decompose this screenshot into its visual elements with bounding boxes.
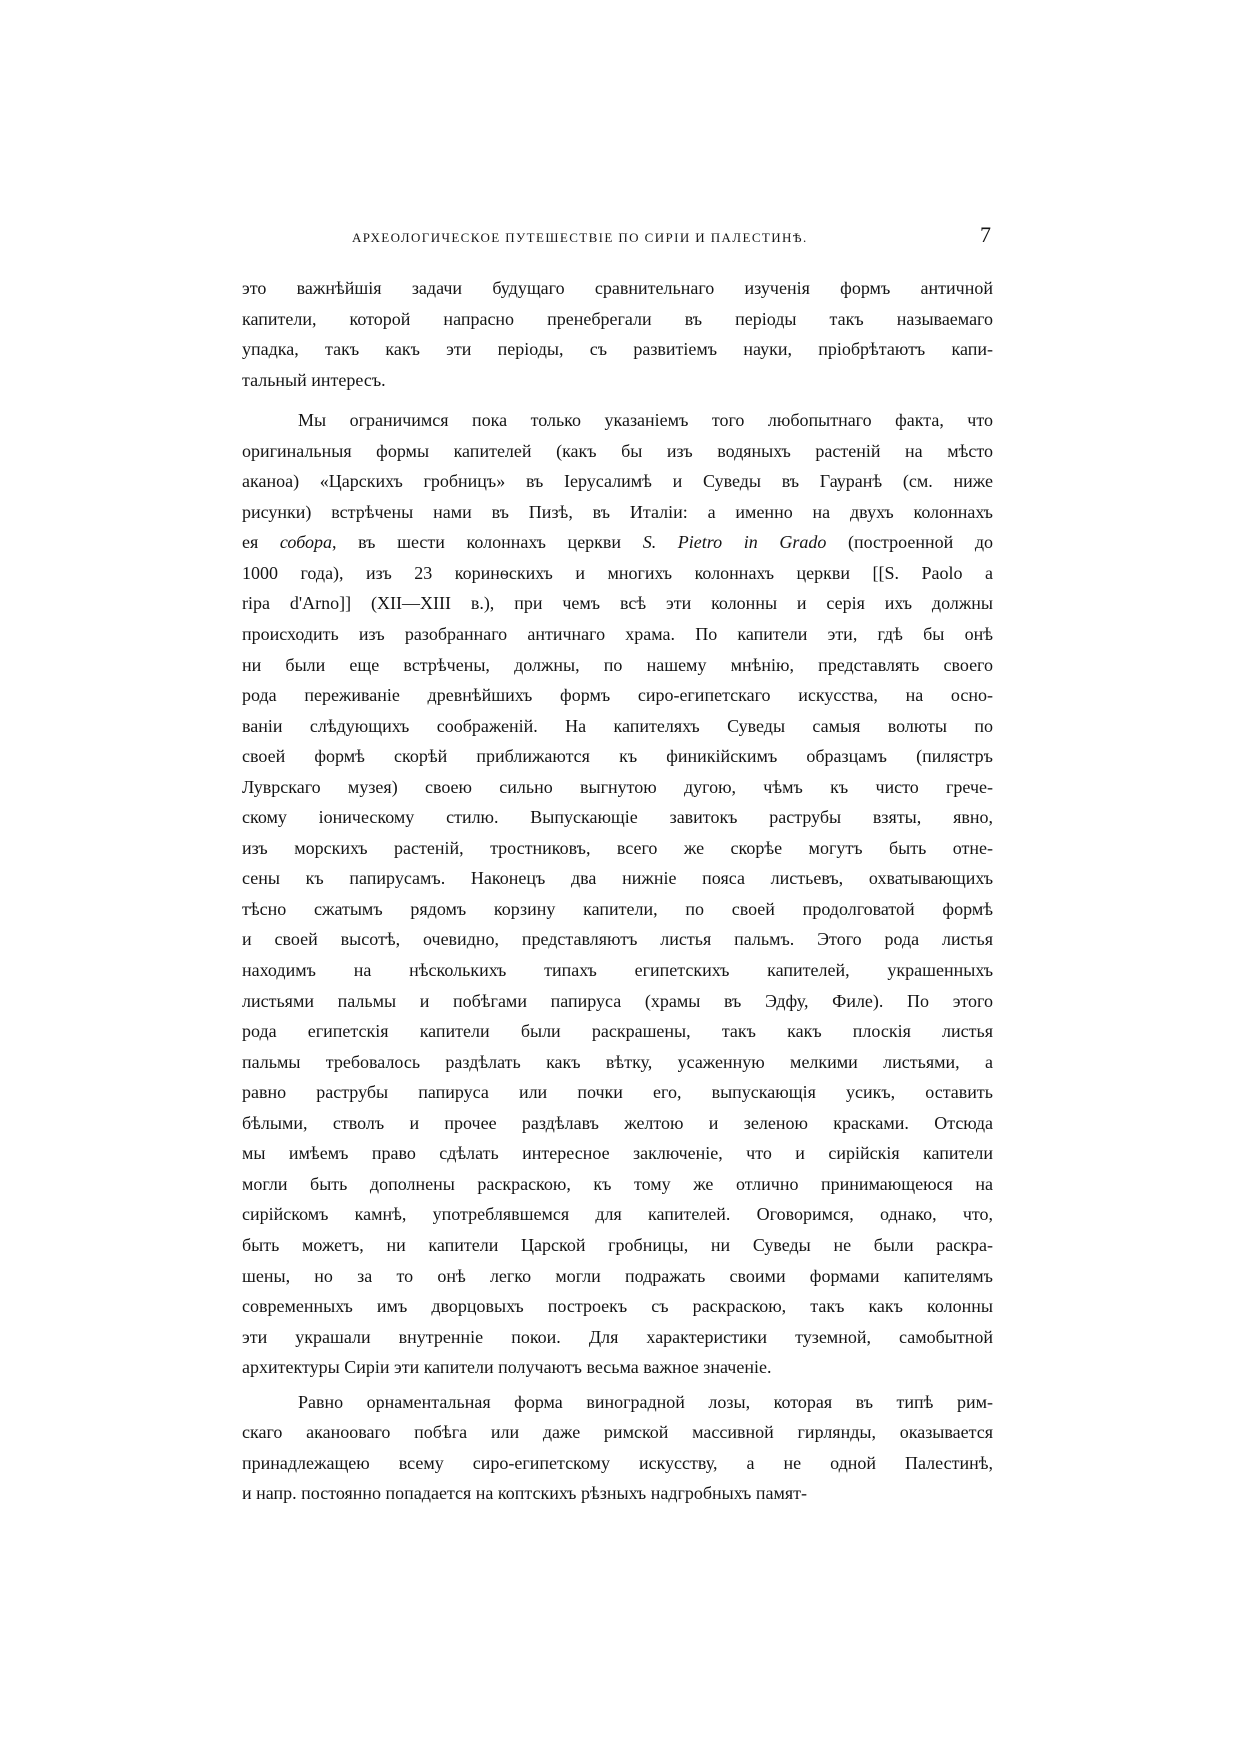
text-line: ни были еще встрѣчены, должны, по нашему мнѣнію, представлять своего	[242, 654, 993, 675]
text-line: бѣлыми, стволъ и прочее раздѣлавъ желтою и зеленою красками. Отсюда	[242, 1112, 993, 1133]
text-line: 1000 года), изъ 23 коринѳскихъ и многихъ колоннахъ церкви [[S. Paolo a	[242, 562, 993, 583]
text-line: скаго аканоoваго побѣга или даже римской массивной гирлянды, оказывается	[242, 1422, 993, 1443]
text-line: листьями пальмы и побѣгами папируса (храмы въ Эдфу, Филе). По этого	[242, 990, 993, 1011]
text-line: изъ морскихъ растеній, тростниковъ, всего же скорѣе могутъ быть отне-	[242, 837, 993, 858]
text-line: пальмы требовалось раздѣлать какъ вѣтку, усаженную мелкими листьями, а	[242, 1051, 993, 1072]
text-line: это важнѣйшія задачи будущаго сравнительнаго изученія формъ античной	[242, 278, 993, 298]
running-title: АРХЕОЛОГИЧЕСКОЕ ПУТЕШЕСТВІЕ ПО СИРІИ И ПАЛЕСТИНѢ.	[352, 230, 808, 245]
text-line: ваніи слѣдующихъ соображеній. На капителяхъ Суведы самыя волюты по	[242, 715, 993, 736]
text-line: оригинальныя формы капителей (какъ бы изъ водяныхъ растеній на мѣсто	[242, 440, 993, 461]
text-line: современныхъ имъ дворцовыхъ построекъ съ раскраскою, такъ какъ колонны	[242, 1296, 993, 1317]
text-line: упадка, такъ какъ эти періоды, съ развитіемъ науки, пріобрѣтаютъ капи-	[242, 339, 993, 360]
text-line: архитектуры Сиріи эти капители получаютъ весьма важное значеніе.	[242, 1357, 772, 1378]
text-line: скому іоническому стилю. Выпускающіе завитокъ раструбы взяты, явно,	[242, 807, 993, 828]
text-line: Мы ограничимся пока только указаніемъ того любопытнаго факта, что	[298, 410, 993, 431]
text-line: происходить изъ разобраннаго античнаго храма. По капители эти, гдѣ бы онѣ	[242, 624, 993, 645]
text-line: тальный интересъ.	[242, 369, 386, 390]
text-line: рисунки) встрѣчены нами въ Пизѣ, въ Италіи: а именно на двухъ колоннахъ	[242, 501, 993, 522]
text-line: рода египетскія капители были раскрашены, такъ какъ плоскія листья	[242, 1021, 993, 1042]
text-line: принадлежащею всему сиро-египетскому искусству, а не одной Палестинѣ,	[242, 1452, 993, 1473]
text-line: Равно орнаментальная форма виноградной лозы, которая въ типѣ рим-	[298, 1391, 993, 1412]
text-line: капители, которой напрасно пренебрегали въ періоды такъ называемаго	[242, 308, 993, 329]
text-line: своей формѣ скорѣй приближаются къ финикійскимъ образцамъ (пилястръ	[242, 746, 993, 767]
text-line: быть можетъ, ни капители Царской гробницы, ни Суведы не были раскра-	[242, 1234, 993, 1255]
text-line: находимъ на нѣсколькихъ типахъ египетскихъ капителей, украшенныхъ	[242, 960, 993, 981]
text-line: аканоа) «Царскихъ гробницъ» въ Іерусалимѣ и Суведы въ Гауранѣ (см. ниже	[242, 471, 993, 492]
text-line: ripa d'Arno]] (XII—XIII в.), при чемъ всѣ эти колонны и серія ихъ должны	[242, 593, 993, 614]
text-line: эти украшали внутренніе покои. Для характеристики туземной, самобытной	[242, 1326, 993, 1347]
text-line: и своей высотѣ, очевидно, представляютъ листья пальмъ. Этого рода листья	[242, 929, 993, 950]
body-text	[242, 273, 993, 1509]
text-line: Луврскаго музея) своею сильно выгнутою дугою, чѣмъ къ чисто грече-	[242, 776, 993, 797]
text-line: ея собора, въ шести колоннахъ церкви S. Pietro in Grado (построенной до	[242, 532, 993, 553]
text-line: равно раструбы папируса или почки его, выпускающія усикъ, оставить	[242, 1082, 993, 1103]
text-line: шены, но за то онѣ легко могли подражать своими формами капителямъ	[242, 1265, 993, 1286]
text-line: и напр. постоянно попадается на коптскихъ рѣзныхъ надгробныхъ памят-	[242, 1483, 808, 1504]
text-line: могли быть дополнены раскраскою, къ тому же отлично принимающеюся на	[242, 1173, 993, 1194]
text-line: сены къ папирусамъ. Наконецъ два нижніе пояса листьевъ, охватывающихъ	[242, 868, 993, 889]
text-line: рода переживаніе древнѣйшихъ формъ сиро-египетскаго искусства, на осно-	[242, 685, 993, 706]
text-line: тѣсно сжатымъ рядомъ корзину капители, по своей продолговатой формѣ	[242, 898, 993, 919]
running-head	[242, 222, 993, 252]
page-number: 7	[980, 222, 991, 247]
text-line: сирійскомъ камнѣ, употреблявшемся для капителей. Оговоримся, однако, что,	[242, 1204, 993, 1225]
text-line: мы имѣемъ право сдѣлать интересное заключеніе, что и сирійскія капители	[242, 1143, 993, 1164]
